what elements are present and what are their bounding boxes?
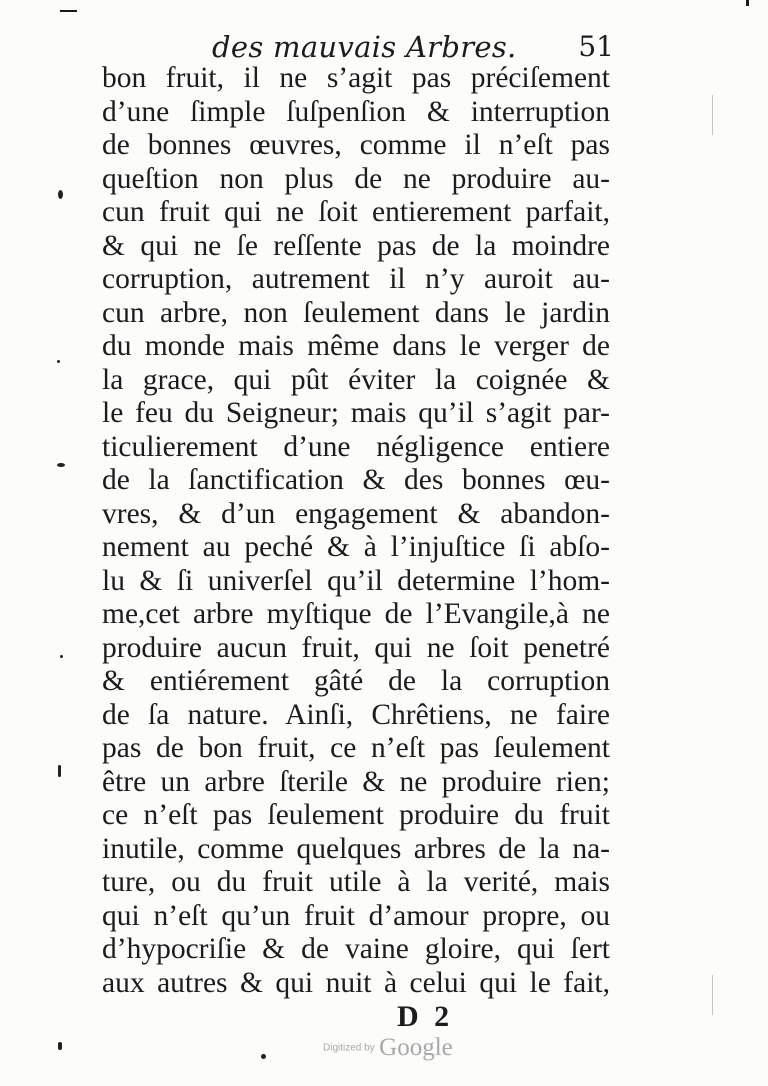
text-line: nement au peché & à l’injuſtice ſi abſo- [102, 531, 610, 563]
watermark-prefix: Digitized by [323, 1042, 375, 1054]
digitization-watermark [323, 1034, 453, 1062]
text-line: être un arbre ſterile & ne produire rien; [102, 765, 610, 798]
text-line: qui n’eſt qu’un fruit d’amour propre, ou [102, 899, 610, 932]
text-line: me,cet arbre myſtique de l’Evangile,à ne [102, 598, 610, 630]
text-line: le feu du Seigneur; mais qu’il s’agit par- [102, 397, 610, 429]
watermark-brand: Google [379, 1034, 453, 1061]
text-line: pas de bon fruit, ce n’eſt pas ſeulement [102, 732, 610, 764]
text-line: ce n’eſt pas ſeulement produire du fruit [102, 799, 610, 831]
margin-ink-spot [58, 1042, 62, 1050]
text-line: lu & ſi univerſel qu’il determine l’hom- [102, 564, 610, 597]
text-line: la grace, qui pût éviter la coignée & [102, 363, 610, 396]
text-line: cun arbre, non ſeulement dans le jardin [102, 296, 610, 329]
text-line: d’une ſimple ſuſpenſion & interruption [102, 95, 610, 128]
margin-ink-spot [261, 1054, 266, 1059]
text-line: de ſa nature. Ainſi, Chrêtiens, ne faire [102, 698, 610, 731]
top-right-edge-mark [746, 0, 749, 6]
text-line: de bonnes œuvres, comme il n’eſt pas [102, 129, 610, 161]
body-text [102, 62, 610, 1000]
margin-ink-spot [57, 360, 60, 363]
text-line: cun fruit qui ne ſoit entierement parfait, [102, 196, 610, 228]
margin-ink-spot [58, 765, 61, 777]
right-edge-rule [712, 95, 713, 135]
text-line: ticulierement d’une négligence entiere [102, 430, 610, 463]
margin-ink-spot [60, 655, 63, 658]
text-line: queſtion non plus de ne produire au- [102, 162, 610, 195]
right-edge-rule [712, 975, 713, 1015]
text-line: ture, ou du fruit utile à la verité, mais [102, 866, 610, 898]
text-line: aux autres & qui nuit à celui qui le fait, [102, 966, 610, 999]
text-line: du monde mais même dans le verger de [102, 330, 610, 362]
margin-ink-spot [57, 463, 65, 467]
text-line: d’hypocriſie & de vaine gloire, qui ſert [102, 933, 610, 965]
text-line: corruption, autrement il n’y auroit au- [102, 263, 610, 295]
signature-mark: D 2 [397, 1000, 454, 1033]
text-line: & entiérement gâté de la corruption [102, 665, 610, 697]
text-line: produire aucun fruit, qui ne ſoit penetré [102, 631, 610, 664]
text-line: vres, & d’un engagement & abandon- [102, 497, 610, 530]
margin-ink-spot [58, 190, 63, 199]
page-number: 51 [578, 30, 614, 63]
text-line: & qui ne ſe reſſente pas de la moindre [102, 229, 610, 262]
text-line: inutile, comme quelques arbres de la na- [102, 832, 610, 865]
running-title: des mauvais Arbres. [212, 30, 517, 64]
top-left-rule-mark [60, 10, 77, 12]
text-line: bon fruit, il ne s’agit pas préciſement [102, 62, 610, 94]
text-line: de la ſanctification & des bonnes œu- [102, 464, 610, 496]
